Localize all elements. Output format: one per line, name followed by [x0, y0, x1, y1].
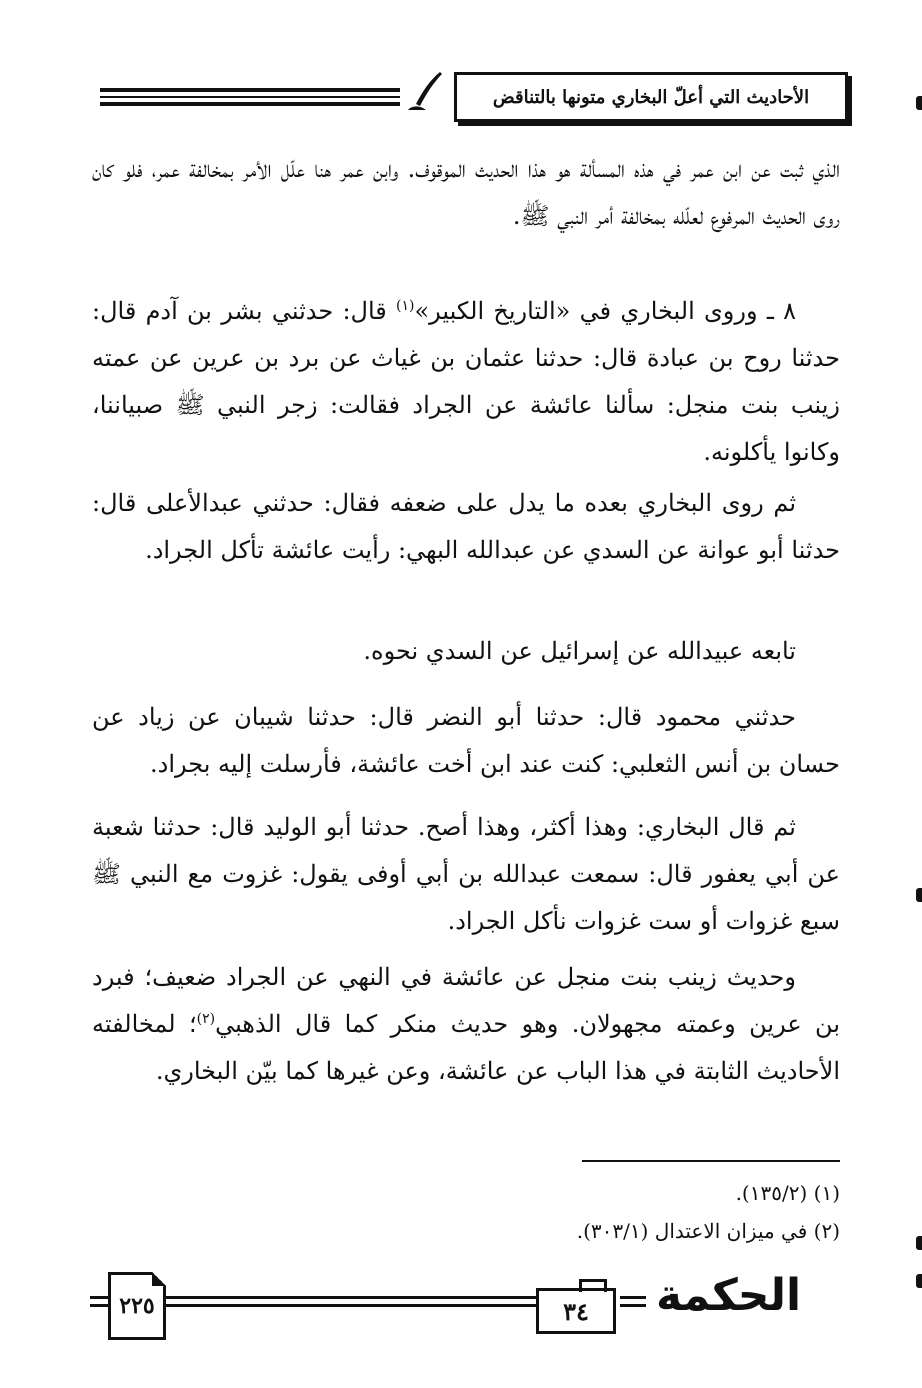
scan-edge-mark — [916, 96, 922, 110]
scan-edge-mark — [916, 1236, 922, 1250]
page-number: ٢٢٥ — [119, 1293, 155, 1319]
footer-rule — [90, 1304, 108, 1307]
magazine-logo: الحكمة — [656, 1270, 802, 1321]
paragraph-text: ثم قال البخاري: وهذا أكثر، وهذا أصح. حدثنا أبو الوليد قال: حدثنا شعبة عن أبي يعفور قال: سمعت عبدالله بن أبي أوفى يقول: غزوت مع النبي ﷺ سبع غزوات أو ست غزوات نأكل الجراد. — [92, 813, 840, 935]
paragraph-text — [92, 954, 840, 1095]
footer-rule — [90, 1296, 108, 1299]
paragraph — [92, 628, 840, 675]
paragraph-text: الذي ثبت عن ابن عمر في هذه المسألة هو هذا الحديث الموقوف. وابن عمر هنا علّل الأمر بمخالفة عمر، فلو كان روى الحديث المرفوع لعلّله بمخالفة أمر النبي ﷺ. — [92, 155, 840, 230]
footnote-separator — [582, 1160, 840, 1162]
paragraph-text-part: ٨ ـ وروى البخاري في «التاريخ الكبير» — [414, 297, 796, 325]
paragraph — [92, 694, 840, 788]
footnote-item: (١) (١٣٥/٢). — [735, 1181, 840, 1205]
page-footer — [90, 1270, 850, 1340]
issue-number-folder — [536, 1288, 616, 1334]
paragraph-text: تابعه عبيدالله عن إسرائيل عن السدي نحوه. — [363, 637, 796, 665]
header-title-box — [454, 72, 848, 122]
footer-rule — [620, 1304, 646, 1307]
footnote-marker: (٢) — [196, 1011, 216, 1027]
paragraph — [92, 146, 840, 240]
paragraph-text: ثم روى البخاري بعده ما يدل على ضعفه فقال: حدثني عبدالأعلى قال: حدثنا أبو عوانة عن السدي عن عبدالله البهي: رأيت عائشة تأكل الجراد. — [92, 489, 840, 564]
paragraph-text-part: قال: حدثني بشر بن آدم قال: حدثنا روح بن عبادة قال: حدثنا عثمان بن غياث عن برد بن عرين عن عمته زينب بنت منجل: سألنا عائشة عن الجراد فقالت: زجر النبي ﷺ صبياننا، وكانوا يأكلونه. — [92, 297, 840, 466]
paragraph — [92, 804, 840, 945]
paragraph-text — [92, 288, 840, 476]
footnotes — [300, 1174, 840, 1250]
issue-number: ٣٤ — [563, 1296, 589, 1326]
scan-edge-mark — [916, 888, 922, 902]
header-title: الأحاديث التي أعلّ البخاري متونها بالتناقض — [492, 86, 810, 108]
page-number-box — [108, 1272, 166, 1340]
header-rule — [100, 102, 400, 106]
header-rule — [100, 88, 400, 92]
footer-rule — [166, 1296, 538, 1299]
footnote-marker: (١) — [396, 298, 415, 314]
paragraph — [92, 480, 840, 574]
quill-pen-icon — [404, 70, 444, 112]
running-header — [100, 64, 848, 124]
header-rule — [100, 96, 400, 98]
footer-rule — [166, 1304, 538, 1307]
footnote-item: (٢) في ميزان الاعتدال (٣٠٣/١). — [576, 1219, 840, 1243]
paragraph — [92, 288, 840, 476]
scan-edge-mark — [916, 1274, 922, 1288]
paragraph — [92, 954, 840, 1095]
paragraph-text-part: وحديث زينب بنت منجل عن عائشة في النهي عن الجراد ضعيف؛ فبرد بن عرين وعمته مجهولان. وهو حديث منكر كما قال الذهبي — [92, 963, 841, 1038]
footer-rule — [620, 1296, 646, 1299]
paragraph-text-part: ؛ لمخالفته الأحاديث الثابتة في هذا الباب عن عائشة، وعن غيرها كما بيّن البخاري. — [92, 1010, 840, 1085]
paragraph-text: حدثني محمود قال: حدثنا أبو النضر قال: حدثنا شيبان عن زياد عن حسان بن أنس الثعلبي: كنت عند ابن أخت عائشة، فأرسلت إليه بجراد. — [92, 703, 840, 778]
